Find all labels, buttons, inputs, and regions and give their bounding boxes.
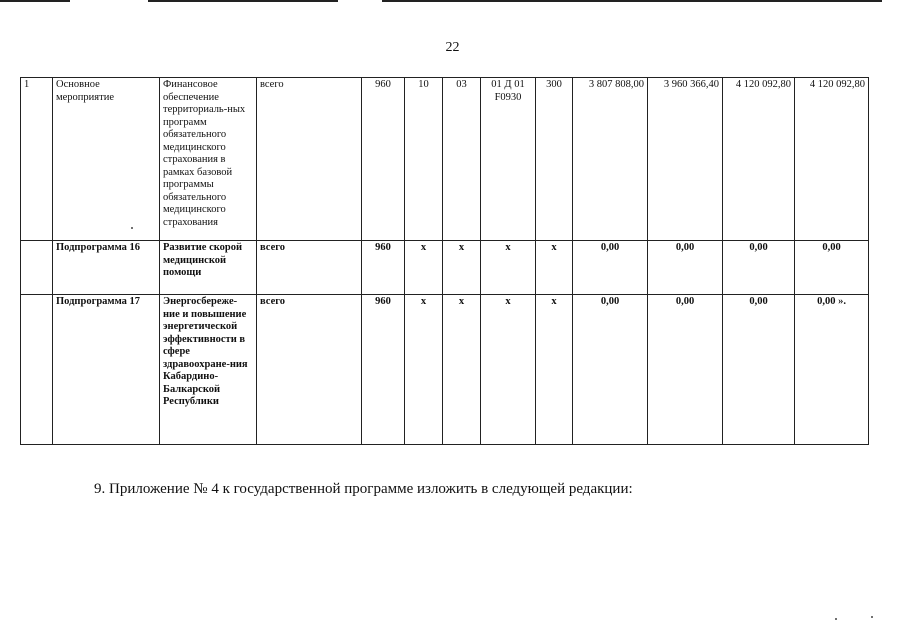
- row-grbs: 960: [362, 295, 405, 445]
- budget-table: [20, 77, 869, 445]
- row-pr: x: [443, 241, 481, 295]
- row-value-1: 3 807 808,00: [573, 78, 648, 241]
- row-value-2: 3 960 366,40: [648, 78, 723, 241]
- row-vr: x: [536, 295, 573, 445]
- instruction-text: 9. Приложение № 4 к государственной программе изложить в следующей редакции:: [94, 481, 633, 497]
- row-vr: x: [536, 241, 573, 295]
- row-value-2: 0,00: [648, 295, 723, 445]
- row-value-3: 4 120 092,80: [723, 78, 795, 241]
- row-pr: 03: [443, 78, 481, 241]
- row-status: Подпрограмма 17: [53, 295, 160, 445]
- row-value-3: 0,00: [723, 295, 795, 445]
- row-source: всего: [257, 78, 362, 241]
- table-row: [21, 295, 869, 445]
- row-value-4: 4 120 092,80: [795, 78, 869, 241]
- table-row: [21, 78, 869, 241]
- row-source: всего: [257, 295, 362, 445]
- scan-edge-mark: [0, 0, 70, 2]
- row-grbs: 960: [362, 78, 405, 241]
- row-value-3: 0,00: [723, 241, 795, 295]
- row-value-1: 0,00: [573, 241, 648, 295]
- page-number: 22: [445, 40, 460, 55]
- row-rz: x: [405, 295, 443, 445]
- row-csr: x: [481, 241, 536, 295]
- row-name: Развитие скорой медицинской помощи: [160, 241, 257, 295]
- row-value-4: 0,00: [795, 241, 869, 295]
- scan-edge-mark: [148, 0, 338, 2]
- scan-edge-mark: [382, 0, 882, 2]
- row-pr: x: [443, 295, 481, 445]
- table-row: [21, 241, 869, 295]
- row-rz: 10: [405, 78, 443, 241]
- row-number: 1: [21, 78, 53, 241]
- row-status: Подпрограмма 16: [53, 241, 160, 295]
- scan-speck: [871, 616, 873, 618]
- row-value-1: 0,00: [573, 295, 648, 445]
- row-rz: x: [405, 241, 443, 295]
- row-vr: 300: [536, 78, 573, 241]
- scan-speck: [131, 227, 133, 229]
- row-source: всего: [257, 241, 362, 295]
- row-csr: 01 Д 01 F0930: [481, 78, 536, 241]
- row-grbs: 960: [362, 241, 405, 295]
- row-number: [21, 241, 53, 295]
- row-csr: x: [481, 295, 536, 445]
- row-name: Финансовое обеспечение территориаль-ных программ обязательного медицинского страхования в рамках базовой программы обязательного медицинского страхования: [160, 78, 257, 241]
- row-value-4: 0,00 ».: [795, 295, 869, 445]
- row-name: Энергосбереже-ние и повышение энергетической эффективности в сфере здравоохране-ния Кабардино-Балкарской Республики: [160, 295, 257, 445]
- row-status: Основное мероприятие: [53, 78, 160, 241]
- scan-speck: [835, 618, 837, 620]
- row-value-2: 0,00: [648, 241, 723, 295]
- row-number: [21, 295, 53, 445]
